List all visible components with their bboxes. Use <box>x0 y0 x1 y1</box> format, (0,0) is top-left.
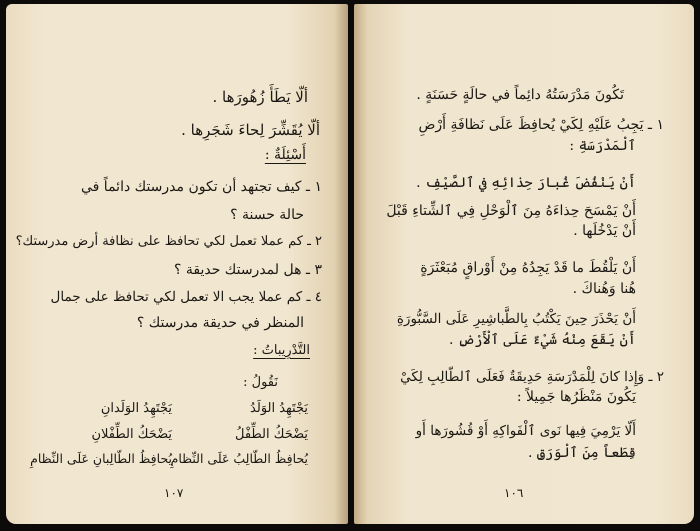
right-line-9: أَنْ يَحْذَرَ حِينَ يَكْتُبُ بِالطَّباشِيرِ عَلَى السَّبُّورَةِ <box>396 311 636 327</box>
page-number: ١٠٦ <box>504 486 524 500</box>
right-line-13: أَلّا يَرْمِيَ فِيها نَوى ٱلْفَواكِهِ أَوْ قُشُورَها أَو <box>415 423 636 439</box>
right-line-1: تَكُونَ مَدْرَسَتُهُ دائِماً في حالَةٍ حَسَنَةٍ . <box>416 87 624 103</box>
drill-singular-2: يَضْحَكُ الطِّفْلُ <box>234 427 308 442</box>
left-page <box>6 4 348 524</box>
drill-dual-3: يُحافِظُ الطّالِبانِ عَلَى النِّظامِ <box>30 451 172 466</box>
right-line-4: أَنْ يَنْفُضَ غُبارَ حِذائِهِ في ٱلصَّيْفِ . <box>416 175 636 191</box>
right-line-12: يَكُونَ مَنْظَرُها جَمِيلاً : <box>516 389 636 405</box>
right-line-10: أَنْ يَقَعَ مِنْهُ شَيْءٌ عَلَى ٱلْأَرْضِ . <box>448 332 636 348</box>
right-line-3: ٱلْمَدْرَسَةِ : <box>569 138 636 154</box>
right-line-8: هُنا وَهُناكَ . <box>572 281 636 297</box>
right-line-14: قِطَعاً مِنَ ٱلْوَرَقِ . <box>527 445 636 461</box>
right-page <box>354 4 694 524</box>
questions-heading: أَسْئِلَةٌ : <box>264 147 306 163</box>
drill-singular-3: يُحافِظُ الطّالِبُ عَلَى النِّظامِ <box>170 451 308 466</box>
question-4: ٤ ـ كم عملا يجب الا تعمل لكي تحافظ على جمال <box>50 289 322 305</box>
left-line-1: ألّا يَطَأَ زُهُورَها . <box>212 88 308 106</box>
drill-singular-1: يَجْتَهِدُ الوَلَدُ <box>250 401 308 416</box>
question-3: ٣ ـ هل لمدرستك حديقة ؟ <box>173 262 322 278</box>
question-1: ١ ـ كيف تجتهد أن تكون مدرستك دائماً في <box>81 179 322 195</box>
right-line-11: ٢ ـ وَإِذا كانَ لِلْمَدْرَسَةِ حَدِيقَةٌ فَعَلَى ٱلطّالِبِ لِكَيْ <box>400 369 664 385</box>
drill-dual-1: يَجْتَهِدُ الوَلَدانِ <box>100 401 172 416</box>
drill-dual-2: يَضْحَكُ الطِّفْلانِ <box>91 427 172 442</box>
drills-heading: التَّدْرِيباتُ : <box>253 343 310 358</box>
left-line-2: ألّا يُقَشِّرَ لِحاءَ شَجَرِها . <box>181 121 320 139</box>
question-1-cont: حالة حسنة ؟ <box>230 207 304 223</box>
question-4-cont: المنظر في حديقة مدرستك ؟ <box>136 315 304 331</box>
we-say-label: نَقُولُ : <box>243 375 278 390</box>
right-line-2: ١ ـ يَجِبُ عَلَيْهِ لِكَيْ يُحافِظَ عَلَى نَظافَةِ أَرْضِ <box>418 117 664 133</box>
page-number: ١٠٧ <box>164 486 184 500</box>
right-line-6: أَنْ يَدْخُلَها . <box>573 223 636 239</box>
question-2: ٢ ـ كم عملا تعمل لكي تحافظ على نظافة أرض مدرستك؟ <box>15 234 322 249</box>
right-line-7: أَنْ يَلْقُطَ ما قَدْ يَجِدُهُ مِنْ أَوْراقٍ مُبَعْثَرَةٍ <box>420 260 636 276</box>
right-line-5: أَنْ يَمْسَحَ حِذاءَهُ مِنَ ٱلْوَحْلِ فِي ٱلشِّتاءِ قَبْلَ <box>386 203 636 219</box>
